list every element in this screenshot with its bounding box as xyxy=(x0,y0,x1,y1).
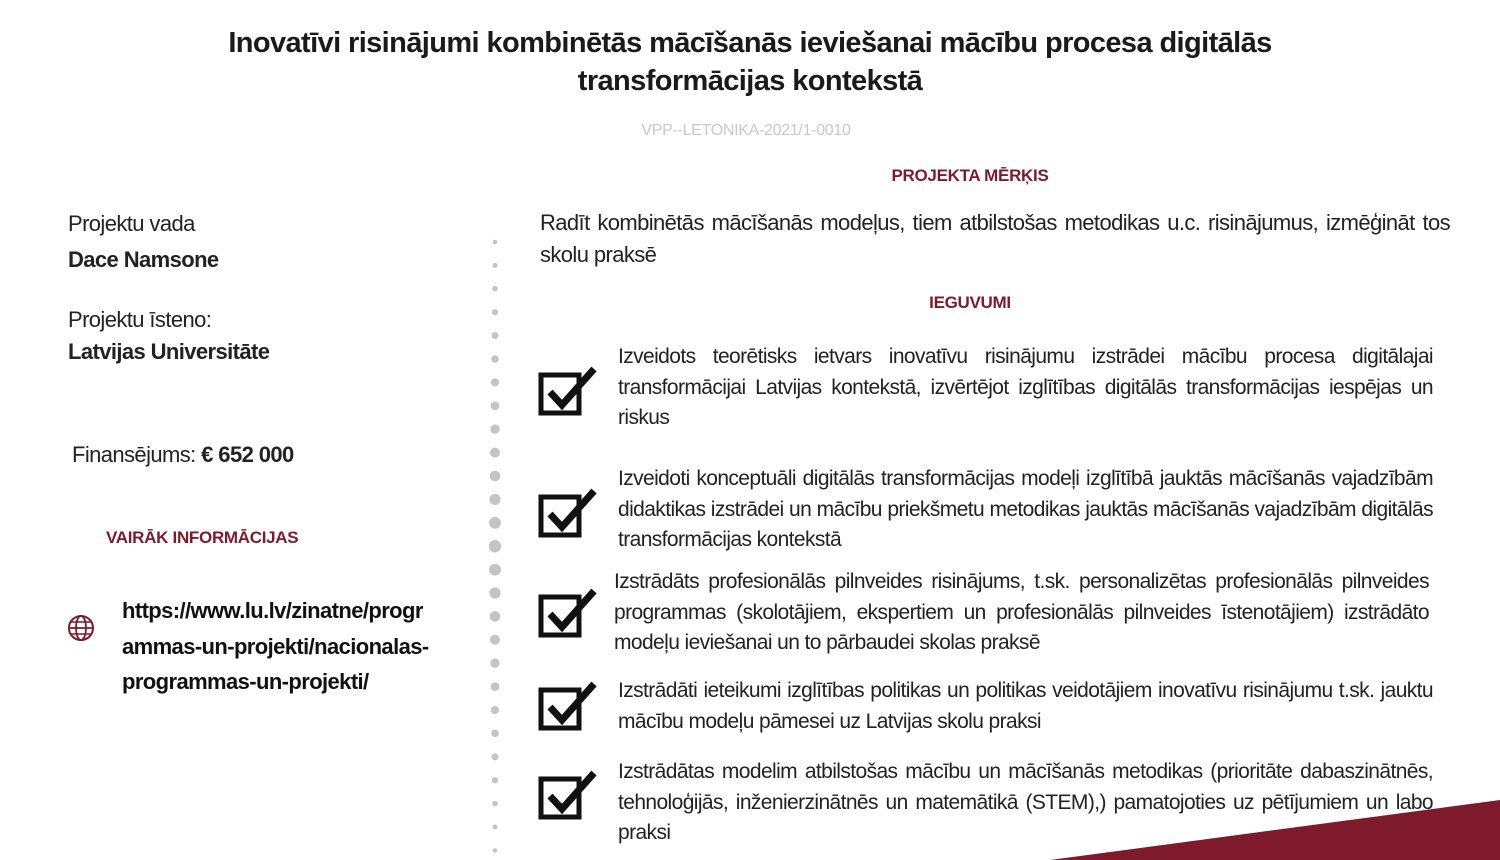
checkbox-icon xyxy=(538,680,598,732)
funding-value: € 652 000 xyxy=(201,442,294,467)
goal-text: Radīt kombinētās mācīšanās modeļus, tiem atbilstošas metodikas u.c. risinājumus, izmēģināt tos skolu praksē xyxy=(540,210,1450,267)
benefit-item xyxy=(538,340,1438,440)
benefit-text: Izveidoti konceptuāli digitālās transformācijas modeļi izglītībā jauktās mācīšanās vajadzībām didaktikas izstrādei un mācību priekšmetu metodikas jauktās mācīšanās vajadzībām digitālās transformācijas kontekstā xyxy=(618,467,1433,551)
checkbox-icon xyxy=(538,365,598,417)
divider-dot xyxy=(492,309,498,315)
goal-heading: PROJEKTA MĒRĶIS xyxy=(891,166,1049,185)
benefit-text: Izstrādāti ieteikumi izglītības politikas un politikas veidotājiem inovatīvu risinājumu t.sk. jauktu mācību modeļu pāmesei uz Latvijas skolu praksi xyxy=(618,679,1433,733)
divider-dot xyxy=(490,635,500,645)
implementer-label: Projektu īsteno: xyxy=(68,307,212,332)
leader-label: Projektu vada xyxy=(68,211,195,236)
checkbox-icon xyxy=(538,769,598,821)
leader-name: Dace Namsone xyxy=(68,247,219,272)
benefit-item xyxy=(538,565,1438,665)
page-title: Inovatīvi risinājumi kombinētās mācīšanās ieviešanai mācību procesa digitālās transformācijas kontekstā xyxy=(228,27,1272,97)
project-code: VPP--LETONIKA-2021/1-0010 xyxy=(641,122,851,139)
divider-dot xyxy=(490,471,501,482)
benefit-text: Izstrādātas modelim atbilstošas mācību un mācīšanās metodikas (prioritāte dabaszinātnēs, tehnoloģijās, inženierzinātnēs un matemātikā (STEM),) pamatojoties uz pētījumiem un labo praksi xyxy=(618,760,1433,844)
divider-dot xyxy=(491,401,500,410)
divider-dot xyxy=(492,286,498,292)
benefits-heading: IEGUVUMI xyxy=(929,293,1011,312)
globe-icon xyxy=(66,613,96,643)
divider-dot xyxy=(492,263,497,268)
divider-dot xyxy=(491,378,499,386)
divider-dot xyxy=(490,425,499,434)
benefit-text: Izveidots teorētisks ietvars inovatīvu risinājumu izstrādei mācību procesa digitālajai transformācijai Latvijas kontekstā, izvērtējot izglītības digitālās transformācijas iespējas un riskus xyxy=(618,345,1433,429)
more-info-heading: VAIRĀK INFORMĀCIJAS xyxy=(106,528,299,547)
divider-dot xyxy=(493,848,497,852)
dotted-divider xyxy=(489,236,501,856)
divider-dot xyxy=(491,682,500,691)
divider-dot xyxy=(489,494,500,505)
corner-decoration xyxy=(1050,790,1500,860)
divider-dot xyxy=(491,706,499,714)
divider-dot xyxy=(490,611,501,622)
divider-dot xyxy=(492,332,499,339)
implementer-name: Latvijas Universitāte xyxy=(68,339,270,364)
divider-dot xyxy=(489,564,501,576)
checkbox-icon xyxy=(538,587,598,639)
funding-label: Finansējums: xyxy=(72,442,196,467)
divider-dot xyxy=(492,777,498,783)
benefit-item xyxy=(538,462,1438,562)
divider-dot xyxy=(489,517,501,529)
divider-dot xyxy=(492,753,499,760)
divider-dot xyxy=(492,824,497,829)
divider-dot xyxy=(490,448,500,458)
divider-dot xyxy=(493,240,497,244)
divider-dot xyxy=(491,730,498,737)
more-info-link[interactable]: https://www.lu.lv/zinatne/programmas-un-projekti/nacionalas-programmas-un-projekti/ xyxy=(122,598,429,694)
divider-dot xyxy=(489,587,500,598)
divider-dot xyxy=(489,540,501,552)
divider-dot xyxy=(491,355,498,362)
benefit-text: Izstrādāts profesionālās pilnveides risinājums, t.sk. personalizētas profesionālās pilnveides programmas (skolotājiem, ekspertiem un profesionālās pilnveides īstenotājiem) izstrādāto modeļu ieviešanai un to pārbaudei skolas praksē xyxy=(614,570,1429,654)
divider-dot xyxy=(490,659,499,668)
funding xyxy=(72,442,294,468)
divider-dot xyxy=(492,801,498,807)
checkbox-icon xyxy=(538,487,598,539)
